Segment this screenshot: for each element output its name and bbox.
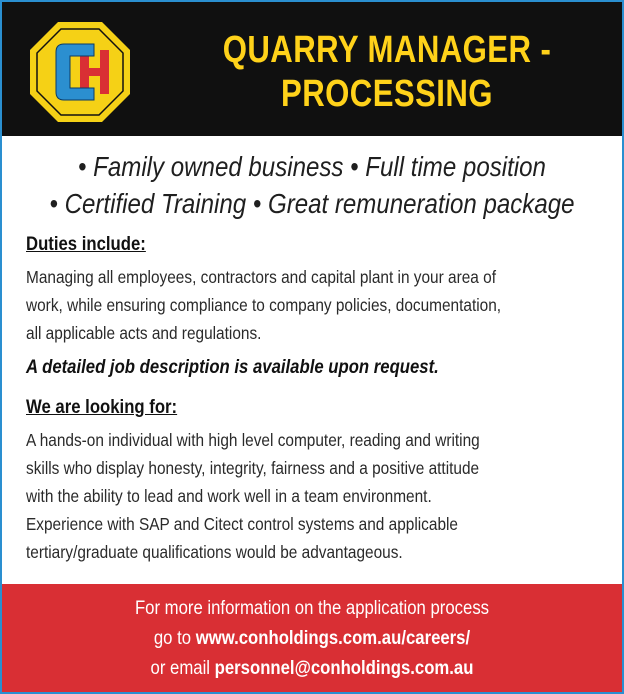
duties-line: all applicable acts and regulations. bbox=[26, 323, 262, 343]
highlight-line-1: • Family owned business • Full time position bbox=[78, 151, 546, 182]
company-logo bbox=[28, 20, 132, 124]
looking-for-line: tertiary/graduate qualifications would be advantageous. bbox=[26, 542, 403, 562]
looking-for-section bbox=[26, 396, 600, 566]
duties-text bbox=[26, 263, 600, 347]
footer-info-line: For more information on the application process bbox=[134, 598, 490, 619]
footer-email-prefix: or email bbox=[150, 658, 215, 679]
looking-for-heading: We are looking for: bbox=[26, 397, 178, 418]
careers-website-link[interactable]: www.conholdings.com.au/careers/ bbox=[195, 628, 471, 649]
duties-line: work, while ensuring compliance to company policies, documentation, bbox=[26, 295, 502, 315]
duties-heading: Duties include: bbox=[26, 234, 146, 255]
job-title-line-2: PROCESSING bbox=[281, 73, 493, 115]
highlight-line-2: • Certified Training • Great remuneration package bbox=[49, 188, 575, 219]
highlights bbox=[2, 148, 622, 222]
job-title-line-1: QUARRY MANAGER - bbox=[222, 29, 552, 71]
contact-email-link[interactable]: personnel@conholdings.com.au bbox=[214, 658, 474, 679]
job-title bbox=[194, 28, 579, 116]
header-banner bbox=[2, 2, 622, 136]
footer-website-line bbox=[39, 624, 585, 654]
looking-for-line: skills who display honesty, integrity, fairness and a positive attitude bbox=[26, 458, 480, 478]
duties-line: Managing all employees, contractors and capital plant in your area of bbox=[26, 267, 496, 287]
job-description-note: A detailed job description is available upon request. bbox=[26, 357, 439, 378]
footer-website-prefix: go to bbox=[153, 628, 196, 649]
looking-for-line: A hands-on individual with high level computer, reading and writing bbox=[26, 430, 480, 450]
looking-for-text bbox=[26, 426, 600, 566]
looking-for-line: with the ability to lead and work well in a team environment. bbox=[26, 486, 432, 506]
looking-for-line: Experience with SAP and Citect control systems and applicable bbox=[26, 514, 458, 534]
contact-footer bbox=[2, 584, 622, 694]
duties-section bbox=[26, 233, 600, 381]
footer-email-line bbox=[39, 654, 585, 684]
